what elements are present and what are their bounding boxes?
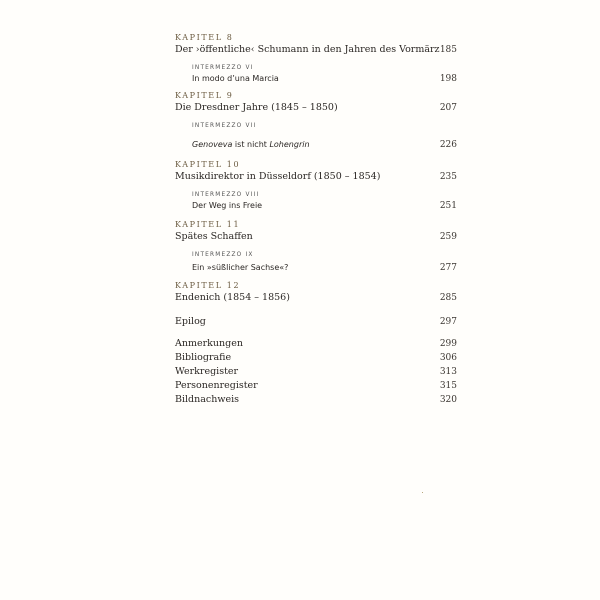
toc-entry bbox=[175, 393, 457, 407]
chapter-10 bbox=[175, 159, 457, 184]
title-connector: ist nicht bbox=[232, 140, 270, 149]
entry-title: Epilog bbox=[175, 316, 206, 327]
italic-title: Genoveva bbox=[192, 140, 233, 149]
entry-title: Personenregister bbox=[175, 380, 258, 391]
page-number: 259 bbox=[439, 232, 457, 242]
toc-entry bbox=[175, 291, 457, 305]
page-number: 315 bbox=[439, 381, 457, 391]
page-number: 313 bbox=[439, 367, 457, 377]
entry-title: Die Dresdner Jahre (1845 – 1850) bbox=[175, 102, 338, 113]
entry-title: Der ›öffentliche‹ Schumann in den Jahren des Vormärz bbox=[175, 44, 440, 55]
page-number: 306 bbox=[439, 353, 457, 363]
table-of-contents bbox=[175, 32, 457, 407]
chapter-label: KAPITEL 11 bbox=[175, 220, 241, 229]
intermezzo-7 bbox=[175, 122, 457, 151]
entry-title: Anmerkungen bbox=[175, 338, 243, 349]
page-number: 226 bbox=[439, 140, 457, 150]
entry-title: Der Weg ins Freie bbox=[192, 201, 263, 210]
chapter-label: KAPITEL 12 bbox=[175, 281, 241, 290]
entry-title: In modo d’una Marcia bbox=[192, 74, 279, 83]
entry-title: Bibliografie bbox=[175, 352, 232, 363]
page-number: 320 bbox=[439, 395, 457, 405]
page-number: 285 bbox=[439, 293, 457, 303]
entry-title: Werkregister bbox=[175, 366, 239, 377]
page-number: 297 bbox=[439, 317, 457, 327]
chapter-label: KAPITEL 10 bbox=[175, 160, 241, 169]
page-number: 277 bbox=[439, 263, 457, 273]
intermezzo-label: INTERMEZZO IX bbox=[192, 252, 254, 258]
italic-title: Lohengrin bbox=[269, 140, 310, 149]
back-matter bbox=[175, 337, 457, 407]
entry-title: Ein »süßlicher Sachse«? bbox=[192, 263, 289, 272]
toc-entry bbox=[175, 43, 457, 57]
chapter-label: KAPITEL 8 bbox=[175, 33, 234, 42]
toc-entry bbox=[192, 200, 457, 212]
toc-entry bbox=[175, 351, 457, 365]
intermezzo-6 bbox=[175, 64, 457, 85]
intermezzo-9 bbox=[175, 251, 457, 274]
entry-title: Bildnachweis bbox=[175, 394, 240, 405]
toc-entry bbox=[192, 139, 457, 151]
toc-entry bbox=[192, 262, 457, 274]
toc-entry bbox=[175, 365, 457, 379]
page-number: 251 bbox=[439, 201, 457, 211]
chapter-9 bbox=[175, 90, 457, 115]
toc-entry-epilog bbox=[175, 315, 457, 329]
page-number: 185 bbox=[439, 45, 457, 55]
chapter-8 bbox=[175, 32, 457, 57]
page-number: 198 bbox=[439, 74, 457, 84]
intermezzo-8 bbox=[175, 191, 457, 212]
chapter-11 bbox=[175, 219, 457, 244]
entry-title: Musikdirektor in Düsseldorf (1850 – 1854) bbox=[175, 171, 381, 182]
toc-entry bbox=[192, 73, 457, 85]
toc-entry bbox=[175, 379, 457, 393]
entry-title: Endenich (1854 – 1856) bbox=[175, 292, 290, 303]
intermezzo-label: INTERMEZZO VII bbox=[192, 123, 257, 129]
entry-title bbox=[192, 139, 310, 151]
intermezzo-label: INTERMEZZO VI bbox=[192, 65, 254, 71]
intermezzo-label: INTERMEZZO VIII bbox=[192, 192, 260, 198]
toc-entry bbox=[175, 170, 457, 184]
toc-entry bbox=[175, 101, 457, 115]
toc-entry bbox=[175, 230, 457, 244]
entry-title: Spätes Schaffen bbox=[175, 231, 253, 242]
chapter-label: KAPITEL 9 bbox=[175, 91, 234, 100]
page-number: 235 bbox=[439, 172, 457, 182]
page-number: 207 bbox=[439, 103, 457, 113]
page-number: 299 bbox=[439, 339, 457, 349]
paper-speck bbox=[422, 492, 423, 493]
chapter-12 bbox=[175, 280, 457, 305]
toc-entry bbox=[175, 337, 457, 351]
